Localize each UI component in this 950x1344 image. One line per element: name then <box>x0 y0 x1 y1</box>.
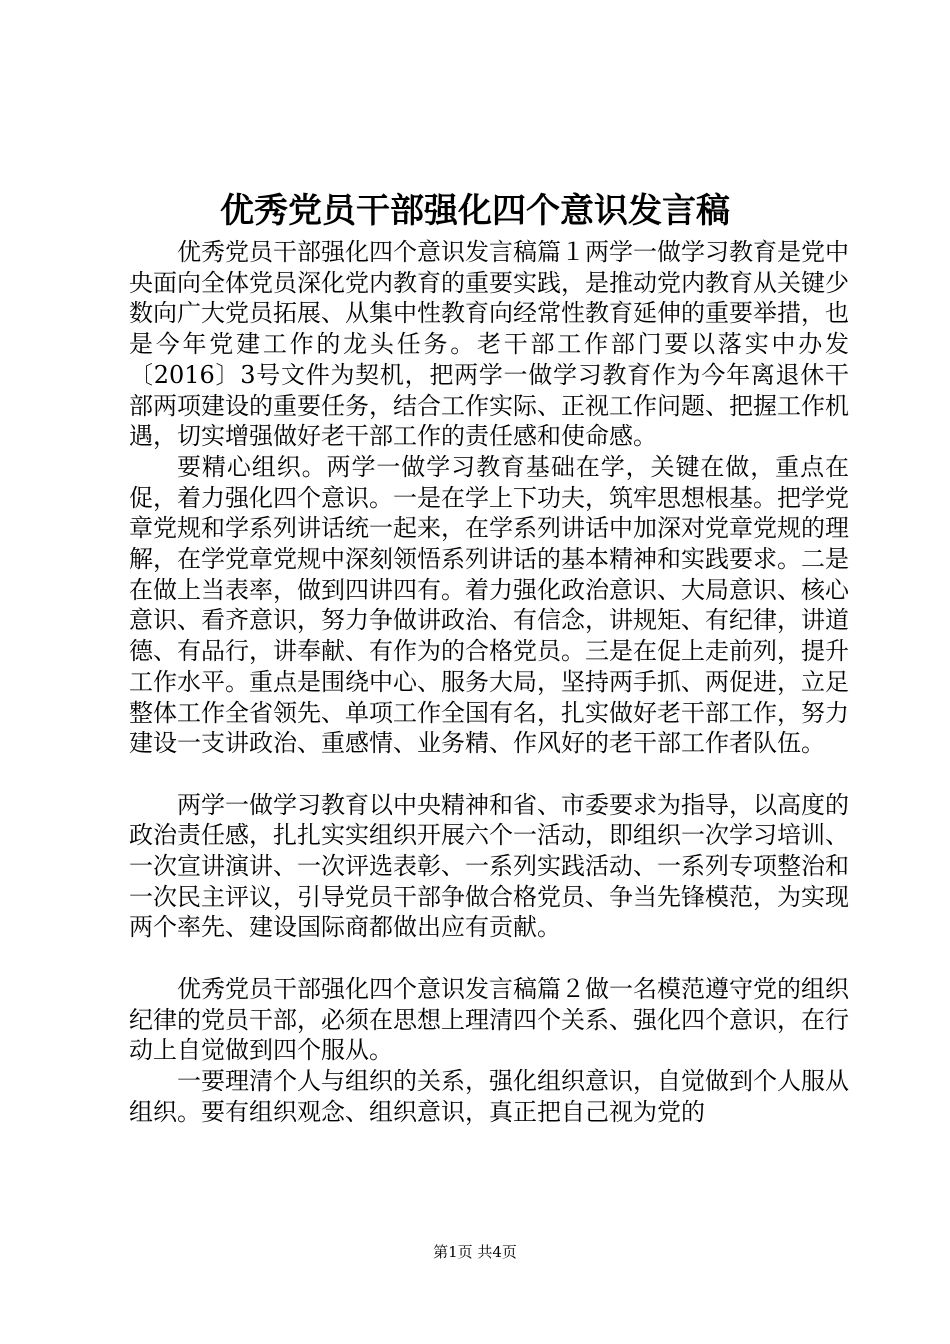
paragraph: 两学一做学习教育以中央精神和省、市委要求为指导，以高度的政治责任感，扎扎实实组织开展六个一活动，即组织一次学习培训、一次宣讲演讲、一次评选表彰、一系列实践活动、一系列专项整治和一次民主评议，引导党员干部争做合格党员、争当先锋模范，为实现两个率先、建设国际商都做出应有贡献。 <box>129 790 849 942</box>
paragraph-spacer <box>129 759 849 790</box>
paragraph: 一要理清个人与组织的关系，强化组织意识，自觉做到个人服从组织。要有组织观念、组织意识，真正把自己视为党的 <box>129 1066 849 1126</box>
paragraph: 优秀党员干部强化四个意识发言稿篇２做一名模范遵守党的组织纪律的党员干部，必须在思想上理清四个关系、强化四个意识，在行动上自觉做到四个服从。 <box>129 974 849 1065</box>
document-title: 优秀党员干部强化四个意识发言稿 <box>220 191 730 231</box>
paragraph-spacer <box>129 943 849 974</box>
paragraph: 优秀党员干部强化四个意识发言稿篇１两学一做学习教育是党中央面向全体党员深化党内教育的重要实践，是推动党内教育从关键少数向广大党员拓展、从集中性教育向经常性教育延伸的重要举措，也是今年党建工作的龙头任务。老干部工作部门要以落实中办发〔2016〕3号文件为契机，把两学一做学习教育作为今年离退休干部两项建设的重要任务，结合工作实际、正视工作问题、把握工作机遇，切实增强做好老干部工作的责任感和使命感。 <box>129 238 849 451</box>
document-body <box>129 237 849 1127</box>
paragraph: 要精心组织。两学一做学习教育基础在学，关键在做，重点在促，着力强化四个意识。一是在学上下功夫，筑牢思想根基。把学党章党规和学系列讲话统一起来，在学系列讲话中加深对党章党规的理解，在学党章党规中深刻领悟系列讲话的基本精神和实践要求。二是在做上当表率，做到四讲四有。着力强化政治意识、大局意识、核心意识、看齐意识，努力争做讲政治、有信念，讲规矩、有纪律，讲道德、有品行，讲奉献、有作为的合格党员。三是在促上走前列，提升工作水平。重点是围绕中心、服务大局，坚持两手抓、两促进，立足整体工作全省领先、单项工作全国有名，扎实做好老干部工作，努力建设一支讲政治、重感情、业务精、作风好的老干部工作者队伍。 <box>129 452 849 758</box>
page-footer: 第1页 共4页 <box>433 1243 517 1261</box>
